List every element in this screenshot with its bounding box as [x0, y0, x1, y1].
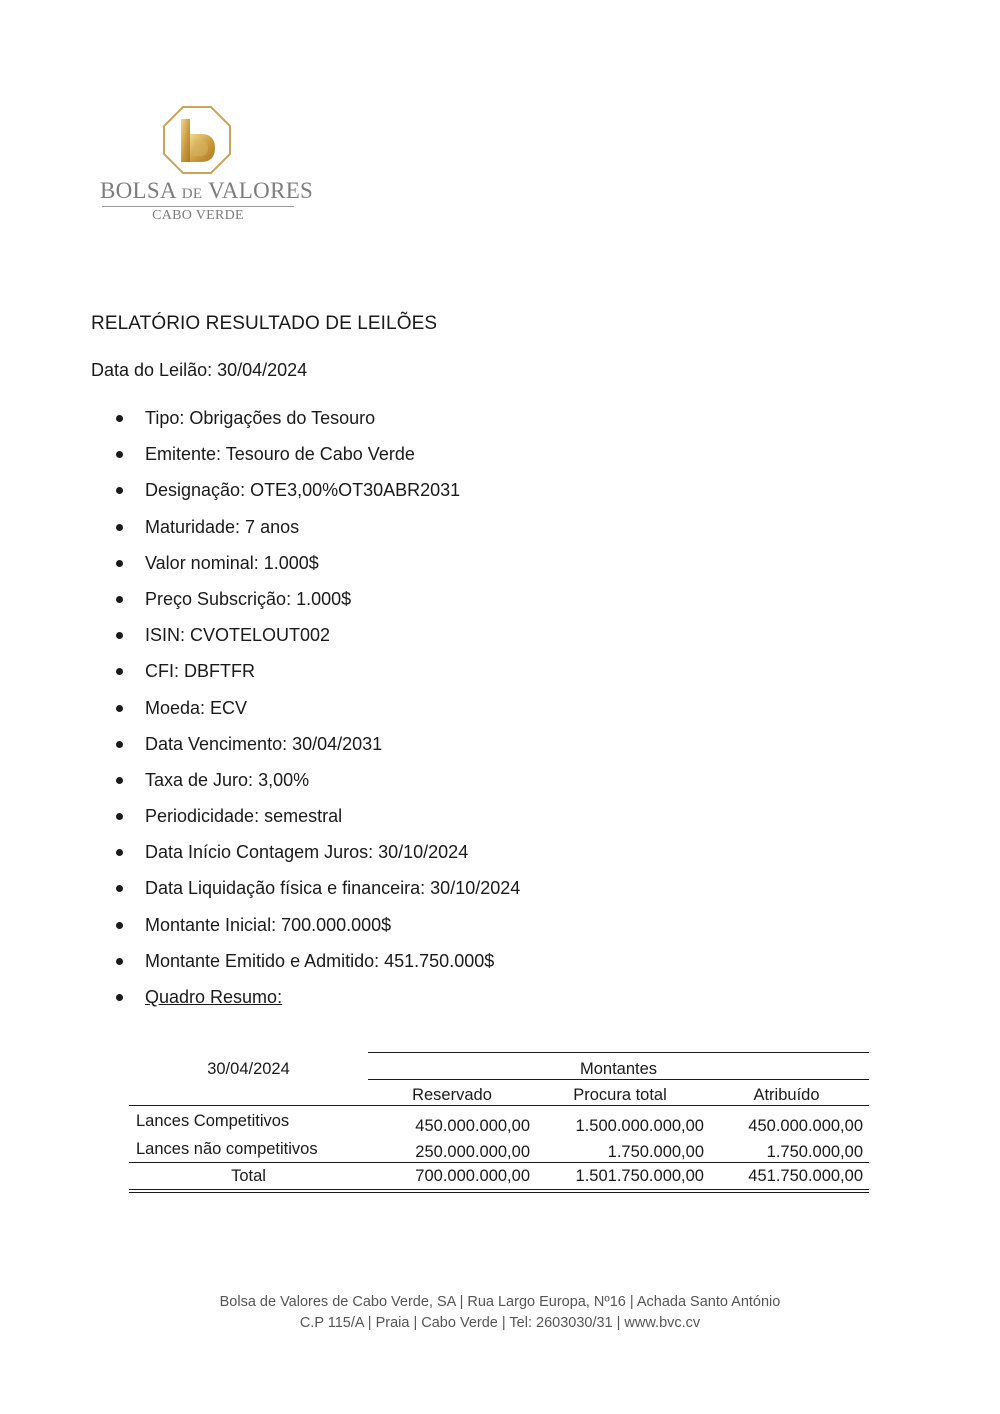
list-item: Preço Subscrição: 1.000$ — [145, 588, 520, 624]
list-item: Maturidade: 7 anos — [145, 516, 520, 552]
table-group-header: Montantes — [579, 1060, 658, 1078]
list-item: Montante Inicial: 700.000.000$ — [145, 914, 520, 950]
list-item: Moeda: ECV — [145, 697, 520, 733]
column-header-procura-total: Procura total — [573, 1086, 667, 1104]
list-item: Periodicidade: semestral — [145, 805, 520, 841]
table-rule-top — [368, 1052, 869, 1053]
list-item: Taxa de Juro: 3,00% — [145, 769, 520, 805]
list-item: CFI: DBFTFR — [145, 660, 520, 696]
column-header-reservado: Reservado — [412, 1086, 492, 1104]
table-rule-bottom-1 — [129, 1189, 869, 1190]
row-label: Lances não competitivos — [136, 1140, 318, 1158]
logo-subtitle: CABO VERDE — [152, 208, 244, 223]
table-cell: 450.000.000,00 — [415, 1117, 530, 1135]
table-rule-bottom-2 — [129, 1192, 869, 1193]
table-rule-total — [129, 1162, 869, 1163]
column-header-atribuido: Atribuído — [753, 1086, 820, 1104]
table-cell: 1.750.000,00 — [766, 1143, 863, 1161]
list-item: Data Liquidação física e financeira: 30/10/2024 — [145, 877, 520, 913]
auction-date: Data do Leilão: 30/04/2024 — [91, 360, 308, 380]
page-footer — [0, 1292, 1000, 1334]
logo-divider — [102, 206, 294, 207]
table-cell: 1.500.000.000,00 — [575, 1117, 704, 1135]
summary-heading: Quadro Resumo: — [145, 986, 520, 1022]
row-label: Lances Competitivos — [136, 1112, 290, 1130]
footer-address: Bolsa de Valores de Cabo Verde, SA | Rua Largo Europa, Nº16 | Achada Santo António — [219, 1294, 781, 1310]
list-item: Tipo: Obrigações do Tesouro — [145, 407, 520, 443]
table-cell: 451.750.000,00 — [748, 1167, 863, 1185]
report-title: RELATÓRIO RESULTADO DE LEILÕES — [91, 313, 438, 334]
table-cell: 1.501.750.000,00 — [575, 1167, 704, 1185]
list-item: Valor nominal: 1.000$ — [145, 552, 520, 588]
summary-table — [129, 1050, 869, 1195]
footer-contact: C.P 115/A | Praia | Cabo Verde | Tel: 2603030/31 | www.bvc.cv — [299, 1315, 701, 1331]
table-cell: 250.000.000,00 — [415, 1143, 530, 1161]
total-label: Total — [231, 1167, 266, 1185]
list-item: Emitente: Tesouro de Cabo Verde — [145, 443, 520, 479]
company-logo — [100, 106, 314, 226]
list-item: Data Início Contagem Juros: 30/10/2024 — [145, 841, 520, 877]
table-rule-header — [129, 1105, 869, 1106]
list-item: Data Vencimento: 30/04/2031 — [145, 733, 520, 769]
list-item: Montante Emitido e Admitido: 451.750.000$ — [145, 950, 520, 986]
list-item: ISIN: CVOTELOUT002 — [145, 624, 520, 660]
table-cell: 700.000.000,00 — [415, 1167, 530, 1185]
list-item: Designação: OTE3,00%OT30ABR2031 — [145, 479, 520, 515]
logo-emblem-icon — [163, 106, 231, 174]
table-cell: 450.000.000,00 — [748, 1117, 863, 1135]
table-cell: 1.750.000,00 — [607, 1143, 704, 1161]
table-rule-group — [368, 1079, 869, 1080]
logo-wordmark: BOLSA DE VALORES — [100, 178, 314, 203]
table-date: 30/04/2024 — [207, 1060, 290, 1078]
auction-details-list — [145, 407, 520, 1022]
